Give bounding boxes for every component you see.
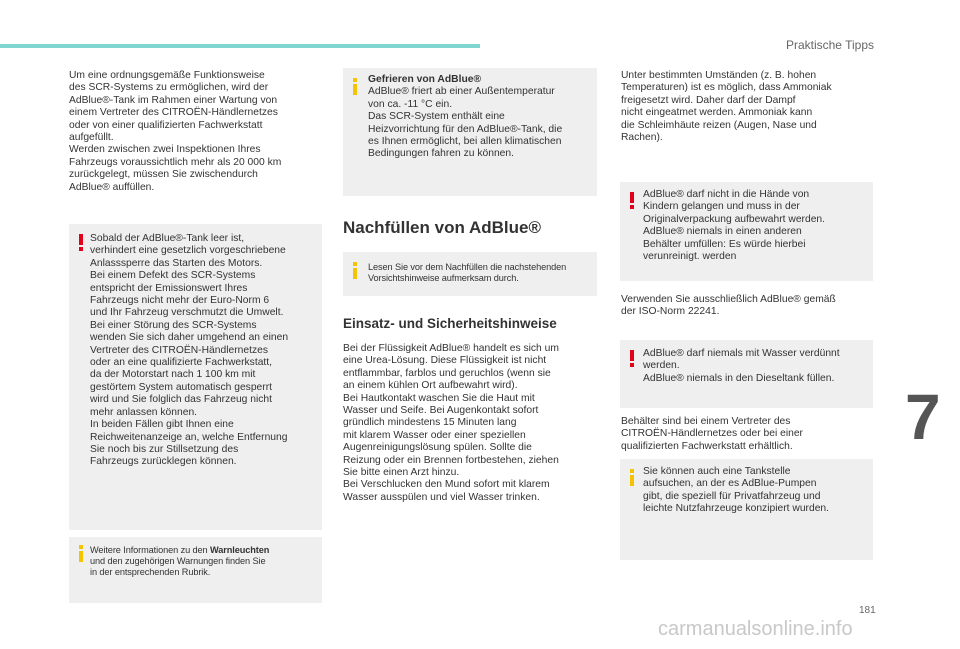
info-box-freezing-text: Gefrieren von AdBlue® AdBlue® friert ab einer Außentemperatur von ca. -11 °C ein. Das SCR-System enthält eine Heizvorrichtung für den AdBlue®-Tank, die es Ihnen ermöglicht, bei allen klimatischen Bedingungen fahren zu können. <box>368 74 563 160</box>
info-box-station <box>620 459 873 560</box>
warning-box-children <box>620 182 873 281</box>
col3-intro-text: Unter bestimmten Umständen (z. B. hohen Temperaturen) ist es möglich, dass Ammoniak freigesetzt wird. Daher darf der Dampf nicht eingeatmet werden. Ammoniak kann die Schleimhäute reizen (Augen, Nase und Rachen). <box>621 70 832 144</box>
warning-box-water <box>620 340 873 408</box>
info-i-icon <box>78 545 84 562</box>
warning-exclamation-icon <box>629 350 635 367</box>
col1-intro-text: Um eine ordnungsgemäße Funktionsweise des SCR-Systems zu ermöglichen, wird der AdBlue®-Tank im Rahmen einer Wartung von einem Vertreter des CITROËN-Händlernetzes oder von einer qualifizierten Fachwerkstatt aufgefüllt. Werden zwischen zwei Inspektionen Ihres Fahrzeugs voraussichtlich mehr als 20 000 km zurückgelegt, müssen Sie zwischendurch AdBlue® auffüllen. <box>69 70 282 193</box>
info-box-text: Weitere Informationen zu den Warnleuchten und den zugehörigen Warnungen finden Sie in der entsprechenden Rubrik. <box>90 545 270 578</box>
warning-box-water-text: AdBlue® darf niemals mit Wasser verdünnt werden. AdBlue® niemals in den Dieseltank füllen. <box>643 348 840 384</box>
col2-body-text: Bei der Flüssigkeit AdBlue® handelt es sich um eine Urea-Lösung. Diese Flüssigkeit ist nicht entflammbar, farblos und geruchlos (wenn sie an einem kühlen Ort aufbewahrt wird). Bei Hautkontakt waschen Sie die Haut mit Wasser und Seife. Bei Augenkontakt sofort gründlich mindestens 15 Minuten lang mit klarem Wasser oder einer speziellen Augenreinigungslösung spülen. Sollte die Reizung oder ein Brennen fortbestehen, ziehen Sie bitte einen Arzt hinzu. Bei Verschlucken den Mund sofort mit klarem Wasser ausspülen und viel Wasser trinken. <box>343 343 559 503</box>
warning-box-children-text: AdBlue® darf nicht in die Hände von Kindern gelangen und muss in der Originalverpackung aufbewahrt werden. AdBlue® niemals in einen anderen Behälter umfüllen: Es würde hierbei verunreinigt. werden <box>643 189 826 263</box>
col3-dealer-text: Behälter sind bei einem Vertreter des CITROËN-Händlernetzes oder bei einer qualifizierten Fachwerkstatt erhältlich. <box>621 416 803 452</box>
warning-exclamation-icon <box>629 192 635 209</box>
warning-exclamation-icon <box>78 234 84 251</box>
page-number: 181 <box>859 605 876 616</box>
watermark: carmanualsonline.info <box>658 618 853 640</box>
info-box-read-warnings <box>343 252 597 296</box>
info-i-icon <box>629 469 635 486</box>
warning-box-text: Sobald der AdBlue®-Tank leer ist, verhindert eine gesetzlich vorgeschriebene Anlasssperre das Starten des Motors. Bei einem Defekt des SCR-Systems entspricht der Emissionswert Ihres Fahrzeugs nicht mehr der Euro-Norm 6 und Ihr Fahrzeug verschmutzt die Umwelt. Bei einer Störung des SCR-Systems wenden Sie sich daher umgehend an einen Vertreter des CITROËN-Händlernetzes oder an eine qualifizierte Fachwerkstatt, da der Motorstart nach 1 100 km mit gestörtem System automatisch gesperrt wird und Sie folglich das Fahrzeug nicht mehr anlassen können. In beiden Fällen gibt Ihnen eine Reichweitenanzeige an, welche Entfernung Sie noch bis zur Stillsetzung des Fahrzeugs zurücklegen können. <box>90 233 289 468</box>
chapter-number: 7 <box>905 381 941 453</box>
info-box-read-warnings-text: Lesen Sie vor dem Nachfüllen die nachstehenden Vorsichtshinweise aufmerksam durch. <box>368 262 567 284</box>
subsection-heading: Einsatz- und Sicherheitshinweise <box>343 316 557 331</box>
section-title: Praktische Tipps <box>785 38 874 52</box>
info-box-station-text: Sie können auch eine Tankstelle aufsuchen, an der es AdBlue-Pumpen gibt, die speziell für Privatfahrzeug und leichte Nutzfahrzeuge konzipiert wurden. <box>643 466 830 515</box>
section-heading: Nachfüllen von AdBlue® <box>343 218 541 237</box>
info-box-warning-lights <box>69 537 322 603</box>
info-i-icon <box>352 262 358 279</box>
header-accent-bar <box>0 44 480 48</box>
info-i-icon <box>352 78 358 95</box>
info-box-freezing <box>343 68 597 196</box>
col3-norm-text: Verwenden Sie ausschließlich AdBlue® gemäß der ISO-Norm 22241. <box>621 294 836 318</box>
warning-box-tank-empty <box>69 224 322 530</box>
